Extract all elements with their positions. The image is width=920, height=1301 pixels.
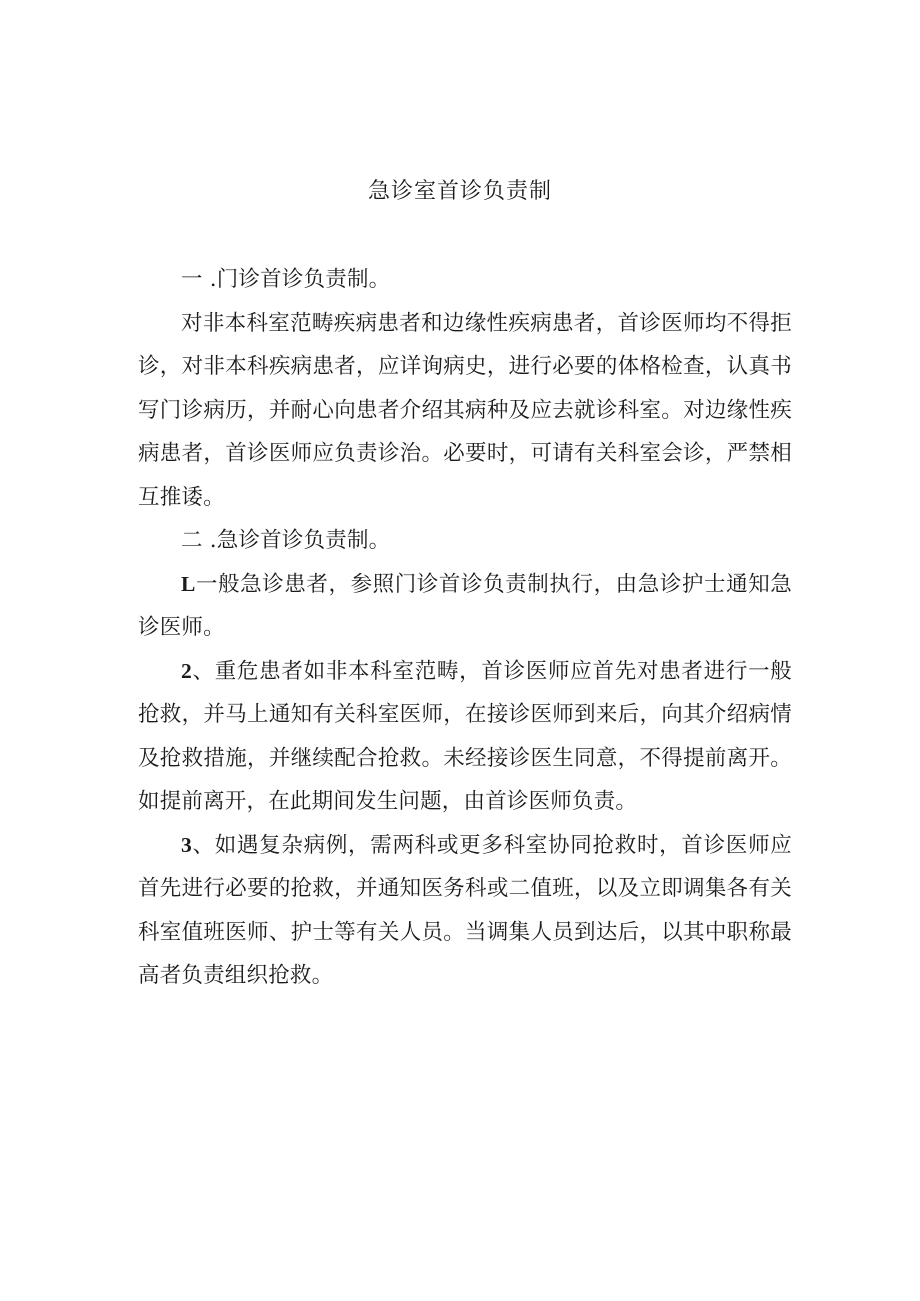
item-number: L bbox=[181, 571, 196, 596]
section-2-item-1 bbox=[138, 563, 792, 650]
item-text: 、重危患者如非本科室范畴，首诊医师应首先对患者进行一般抢救，并马上通知有关科室医师，在接诊医师到来后，向其介绍病情及抢救措施，并继续配合抢救。未经接诊医生同意，不得提前离开。如提前离开，在此期间发生问题，由首诊医师负责。 bbox=[138, 658, 792, 814]
item-text: 、如遇复杂病例，需两科或更多科室协同抢救时，首诊医师应首先进行必要的抢救，并通知医务科或二值班，以及立即调集各有关科室值班医师、护士等有关人员。当调集人员到达后，以其中职称最高者负责组织抢救。 bbox=[138, 832, 792, 988]
section-1-paragraph: 对非本科室范畴疾病患者和边缘性疾病患者，首诊医师均不得拒诊，对非本科疾病患者，应详询病史，进行必要的体格检查，认真书写门诊病历，并耐心向患者介绍其病种及应去就诊科室。对边缘性疾病患者，首诊医师应负责诊治。必要时，可请有关科室会诊，严禁相互推诿。 bbox=[138, 310, 792, 510]
document-title: 急诊室首诊负责制 bbox=[367, 179, 552, 204]
item-number: 3 bbox=[181, 832, 192, 857]
item-number: 2 bbox=[181, 658, 192, 683]
document-body bbox=[138, 258, 792, 998]
section-1-heading: 一 .门诊首诊负责制。 bbox=[181, 267, 391, 292]
section-2-item-3 bbox=[138, 824, 792, 998]
section-2-item-2 bbox=[138, 650, 792, 824]
section-2-heading: 二 .急诊首诊负责制。 bbox=[181, 528, 391, 553]
item-text: 一般急诊患者，参照门诊首诊负责制执行，由急诊护士通知急诊医师。 bbox=[138, 571, 792, 640]
